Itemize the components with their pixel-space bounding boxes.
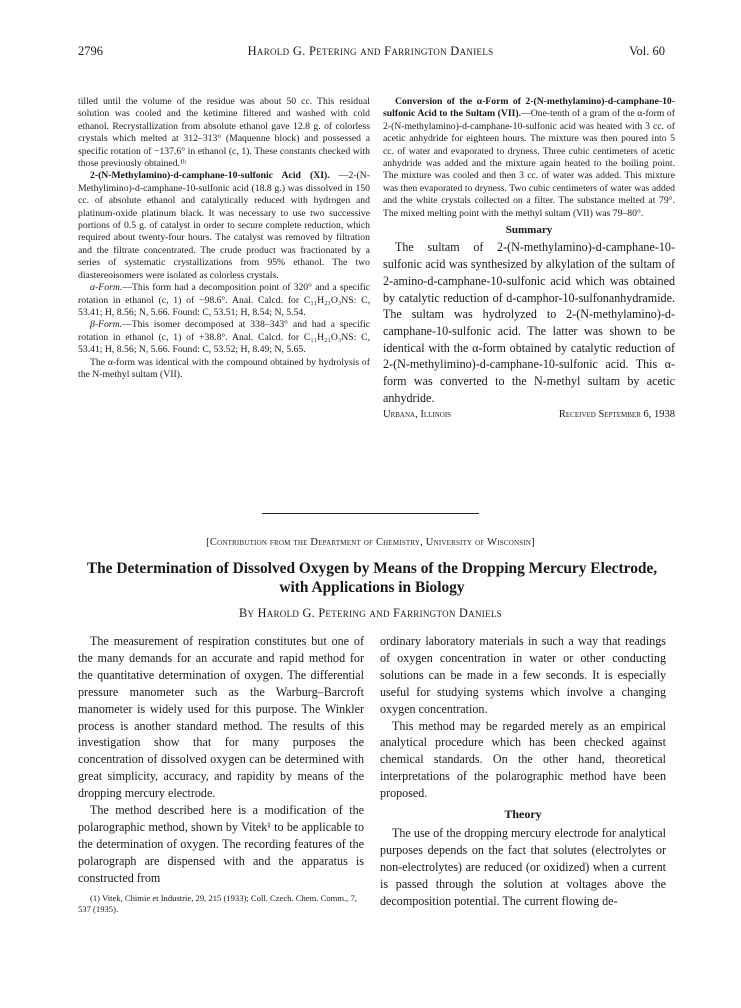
paragraph-beta-form — [78, 319, 370, 356]
continued-paragraph: ordinary laboratory materials in such a way that readings of oxygen concentration in water or other conducting solutions can be made in a few seconds. It is especially useful for studying systems which involve a changing oxygen concentration. — [380, 634, 666, 716]
footnote: (1) Vitek, Chimie et Industrie, 29, 215 (1933); Coll. Czech. Chem. Comm., 7, 537 (1935). — [78, 892, 357, 914]
section-heading: α-Form. — [90, 282, 123, 294]
summary-paragraph: The sultam of 2-(N-methylamino)-d-camphane-10-sulfonic acid was synthesized by alkylation of the sultam of 2-amino-d-camphane-10-sulfonic acid which was obtained by catalytic reduction of d-camphor-10-sulfonanhydramide. The sultam was hydrolyzed to 2-(N-methylamino)-d-camphane-10-sulfonic acid. The latter was shown to be identical with the α-form obtained by catalytic reduction of 2-(N-methylimino)-d-camphane-10-sulfonic acid. This α-form was converted to the N-methyl sultam by acetic anhydride. — [383, 240, 675, 405]
paragraph-ketimine: tilled until the volume of the residue was about 50 cc. This residual solution was cooled and the ketimine filtered and washed with cold ethanol. Recrystallization from absolute ethanol gave 12.8 g. of colorless crystals which melted at 312–313° (Maquenne block) and possessed a specific rotation of −137.6° in ethanol (c, 1). These constants checked with those previously obtained.¹ᵇ — [78, 96, 370, 170]
theory-paragraph: The use of the dropping mercury electrode for analytical purposes depends on the fact that solutes (electrolytes or non-electrolytes) are reduced (or oxidized) when a current is passed through the solution at voltages above the decomposition potential. The current flowing de- — [380, 825, 666, 908]
summary — [383, 239, 675, 406]
volume-label: Vol. 60 — [629, 44, 665, 58]
location: Urbana, Illinois — [383, 408, 452, 420]
section-heading: β-Form. — [90, 319, 122, 331]
page-number: 2796 — [78, 44, 103, 58]
contribution-note: [Contribution from the Department of Chemistry, University of Wisconsin] — [206, 537, 535, 548]
intro-paragraph: The measurement of respiration constitutes but one of the many demands for an accurate and rapid method for the quantitative determination of oxygen. The differential pressure manometer such as the Warburg–Barcroft manometer is widely used for this purpose. The Winkler process is another standard method. The results of this investigation show that for many purposes the concentration of dissolved oxygen can be determined with great simplicity, accuracy, and rapidity by means of the dropping mercury electrode. — [78, 634, 364, 801]
bottom-right-column — [380, 633, 666, 910]
paragraph-methylamino-acid — [78, 170, 370, 282]
top-right-column — [383, 96, 675, 421]
section-heading: 2-(N-Methylamino)-d-camphane-10-sulfonic Acid (XI). — [90, 170, 330, 182]
paragraph-alpha-form — [78, 282, 370, 319]
article-title: The Determination of Dissolved Oxygen by Means of the Dropping Mercury Electrode, with Applications in Biology — [86, 560, 658, 596]
received-date: Received September 6, 1938 — [558, 408, 675, 420]
paragraph-text: —2-(N-Methylimino)-d-camphane-10-sulfonic acid (18.8 g.) was dissolved in 150 cc. of absolute ethanol and catalytically reduced with hydrogen and platinum-oxide platinum black. It was necessary to use two successive portions of 0.5 g. of catalyst in order to secure complete reduction, which required about twenty-four hours. The catalyst was removed by filtration and the filtrate concentrated. The crude product was fractionated by a series of systematic crystallizations from 95% ethanol. The two diastereoisomers were isolated as colorless crystals. — [78, 170, 370, 281]
paragraph-text: —One-tenth of a gram of the α-form of 2-(N-methylamino)-d-camphane-10-sulfonic acid was heated with 3 cc. of acetic anhydride for eighteen hours. The mixture was then poured into 5 cc. of water and evaporated to dryness. Three cubic centimeters of acetic anhydride was added and the mixture again heated to the boiling point. The mixture was cooled and then 3 cc. of water was added. This mixture was then evaporated to dryness. Two cubic centimeters of water was added and the white crystals collected on a filter. The substance melted at 79°. The mixed melting point with the methyl sultam (VII) was 79–80°. — [383, 108, 675, 219]
section-heading: Conversion of the α-Form of 2-(N-methylamino)-d-camphane-10-sulfonic Acid to the Sultam (VII). — [383, 96, 675, 120]
empirical-paragraph: This method may be regarded merely as an empirical analytical procedure which has been checked against chemical standards. On the other hand, theoretical interpretations of the polarographic method have been proposed. — [380, 718, 666, 801]
paragraph-text: —This form had a decomposition point of 320° and a specific rotation in ethanol (c, 1) of −98.6°. Anal. Calcd. for C₁₁H₂₁O₃NS: C, 53.41; H, 8.56; N, 5.66. Found: C, 53.51; H, 8.54; N, 5.54. — [78, 282, 370, 318]
running-head: Harold G. Petering and Farrington Daniels — [247, 44, 494, 58]
bottom-left-column — [78, 633, 364, 915]
byline: By Harold G. Petering and Farrington Daniels — [239, 606, 502, 620]
top-left-column — [78, 96, 370, 381]
method-paragraph: The method described here is a modification of the polarographic method, shown by Vitek¹ to be applicable to the determination of oxygen. The recording features of the polarograph are dispensed with and the apparatus is constructed from — [78, 803, 364, 885]
signature-line — [383, 409, 675, 421]
summary-heading: Summary — [505, 224, 553, 237]
section-divider — [262, 513, 479, 514]
theory-heading: Theory — [504, 807, 542, 822]
paragraph-conversion — [383, 96, 675, 220]
paragraph-text: —This isomer decomposed at 338–343° and had a specific rotation in ethanol (c, 1) of +38.8°. Anal. Calcd. for C₁₁H₂₁O₃NS: C, 53.41; H, 8.56; N, 5.66. Found: C, 53.52; H, 8.49; N, 5.65. — [78, 319, 370, 356]
paragraph-identity: The α-form was identical with the compound obtained by hydrolysis of the N-methyl sultam (VII). — [78, 356, 370, 380]
